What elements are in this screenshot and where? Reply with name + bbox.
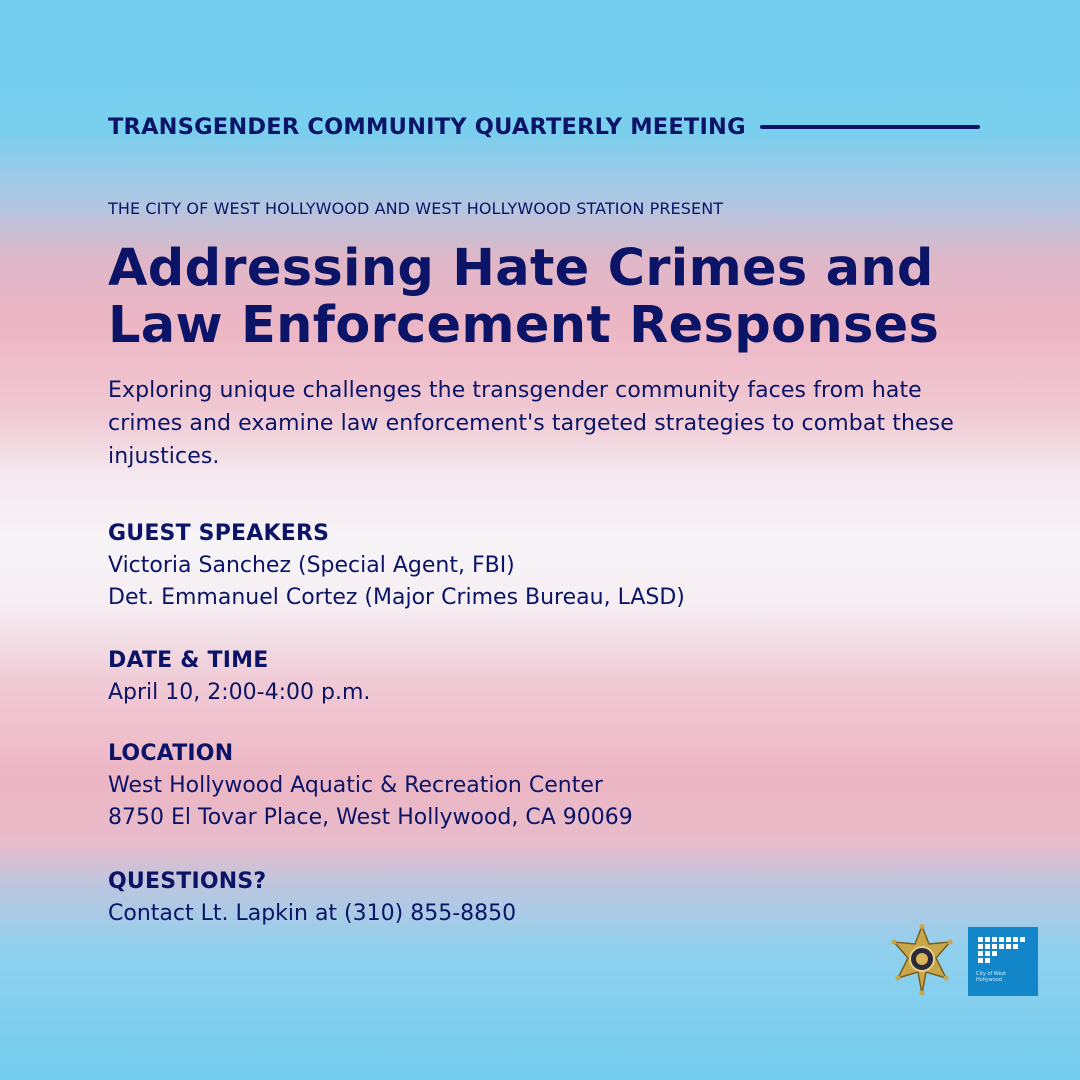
series-header [108,112,1048,142]
location-heading: LOCATION [108,741,234,766]
series-title: TRANSGENDER COMMUNITY QUARTERLY MEETING [108,114,746,140]
questions-contact: Contact Lt. Lapkin at (310) 855-8850 [108,901,517,926]
header-rule [760,125,980,129]
event-title-line-2: Law Enforcement Responses [108,296,940,355]
date-time-section [108,645,908,709]
city-logo-caption: City of West Hollywood [976,971,1007,983]
presenters-line: THE CITY OF WEST HOLLYWOOD AND WEST HOLLYWOOD STATION PRESENT [108,199,724,218]
city-of-west-hollywood-logo [968,927,1038,996]
guest-speakers-section [108,518,908,614]
date-time-heading: DATE & TIME [108,648,269,673]
location-section [108,738,908,834]
speaker-item: Det. Emmanuel Cortez (Major Crimes Bureau, LASD) [108,585,685,610]
location-address: 8750 El Tovar Place, West Hollywood, CA 90069 [108,805,633,830]
sheriff-star-badge-icon [890,924,954,996]
date-time-value: April 10, 2:00-4:00 p.m. [108,680,371,705]
speaker-item: Victoria Sanchez (Special Agent, FBI) [108,553,515,578]
event-title [108,240,1058,354]
questions-section [108,866,908,930]
questions-heading: QUESTIONS? [108,869,267,894]
event-description: Exploring unique challenges the transgender community faces from hate crimes and examine law enforcement's targeted strategies to combat these injustices. [108,378,954,469]
location-venue: West Hollywood Aquatic & Recreation Center [108,773,603,798]
guest-speakers-heading: GUEST SPEAKERS [108,521,330,546]
event-title-line-1: Addressing Hate Crimes and [108,239,934,298]
